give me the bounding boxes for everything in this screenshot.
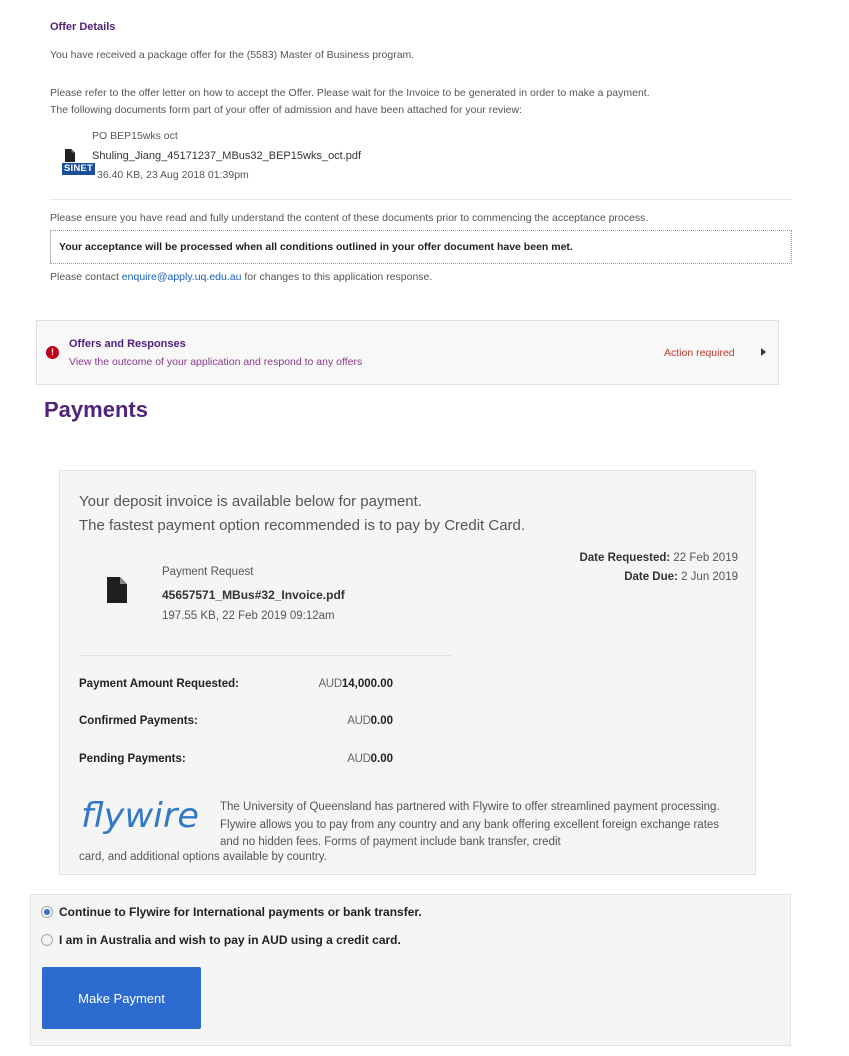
chevron-right-icon [761,348,766,356]
credit-card-radio[interactable] [41,934,53,946]
offer-document-filename[interactable]: Shuling_Jiang_45171237_MBus32_BEP15wks_oct.pdf [92,150,362,162]
offer-instruction-1: Please refer to the offer letter on how to accept the Offer. Please wait for the Invoice to be generated in order to make a payment. [50,87,650,99]
pending-payments-value: AUD0.00 [347,753,393,765]
confirmed-payments-value: AUD0.00 [347,715,393,727]
alert-icon: ! [46,346,59,359]
flywire-logo [77,794,205,838]
ensure-text: Please ensure you have read and fully understand the content of these documents prior to commencing the acceptance process. [50,212,649,224]
svg-text:flywire: flywire [81,796,199,836]
flywire-description: The University of Queensland has partnered with Flywire to offer streamlined payment processing. Flywire allows you to pay from any country and any bank offering excellent foreign exchange rates and no hidden fees. Forms of payment include bank transfer, credit [220,801,720,848]
acceptance-text: Your acceptance will be processed when all conditions outlined in your offer document have been met. [59,241,573,253]
invoice-meta: 197.55 KB, 22 Feb 2019 09:12am [162,610,335,622]
contact-prefix: Please contact [50,271,122,283]
payments-card [59,470,756,875]
invoice-filename-link[interactable]: 45657571_MBus#32_Invoice.pdf [162,588,345,602]
date-requested: Date Requested: 22 Feb 2019 [579,552,738,564]
flywire-option-label[interactable]: Continue to Flywire for International payments or bank transfer. [59,905,422,919]
contact-suffix: for changes to this application response. [241,271,433,283]
offer-document-label: PO BEP15wks oct [92,130,178,142]
payment-request-label: Payment Request [162,566,254,578]
offer-document[interactable] [62,129,462,189]
file-icon [107,577,127,603]
acceptance-notice [50,230,792,264]
pending-payments-label: Pending Payments: [79,753,186,765]
contact-email-link[interactable]: enquire@apply.uq.edu.au [121,271,242,283]
offer-details-title: Offer Details [50,21,116,33]
offer-received-text: You have received a package offer for the (5583) Master of Business program. [50,49,415,61]
offer-instruction-2: The following documents form part of your offer of admission and have been attached for your review: [50,104,522,116]
contact-text [50,271,432,283]
make-payment-button[interactable]: Make Payment [42,967,201,1029]
date-due: Date Due: 2 Jun 2019 [624,571,738,583]
divider [79,655,452,656]
file-icon [65,149,75,162]
sinet-badge: SINET [64,163,93,174]
action-required-status: Action required [664,347,735,359]
payments-intro-2: The fastest payment option recommended is to pay by Credit Card. [79,517,526,534]
divider [50,199,792,200]
credit-card-option-label[interactable]: I am in Australia and wish to pay in AUD using a credit card. [59,933,401,947]
amount-requested-value: AUD14,000.00 [318,678,393,690]
payments-heading: Payments [44,402,148,422]
payments-intro-1: Your deposit invoice is available below for payment. [79,493,422,510]
flywire-radio[interactable] [41,906,53,918]
confirmed-payments-label: Confirmed Payments: [79,715,198,727]
flywire-description-tail: card, and additional options available by country. [79,851,327,863]
amount-requested-label: Payment Amount Requested: [79,678,239,690]
offers-and-responses-panel[interactable] [36,320,779,385]
offers-title: Offers and Responses [69,338,186,350]
offers-subtitle: View the outcome of your application and respond to any offers [69,356,363,368]
payment-options-panel [30,894,791,1046]
offer-document-meta: 36.40 KB, 23 Aug 2018 01:39pm [97,169,249,181]
